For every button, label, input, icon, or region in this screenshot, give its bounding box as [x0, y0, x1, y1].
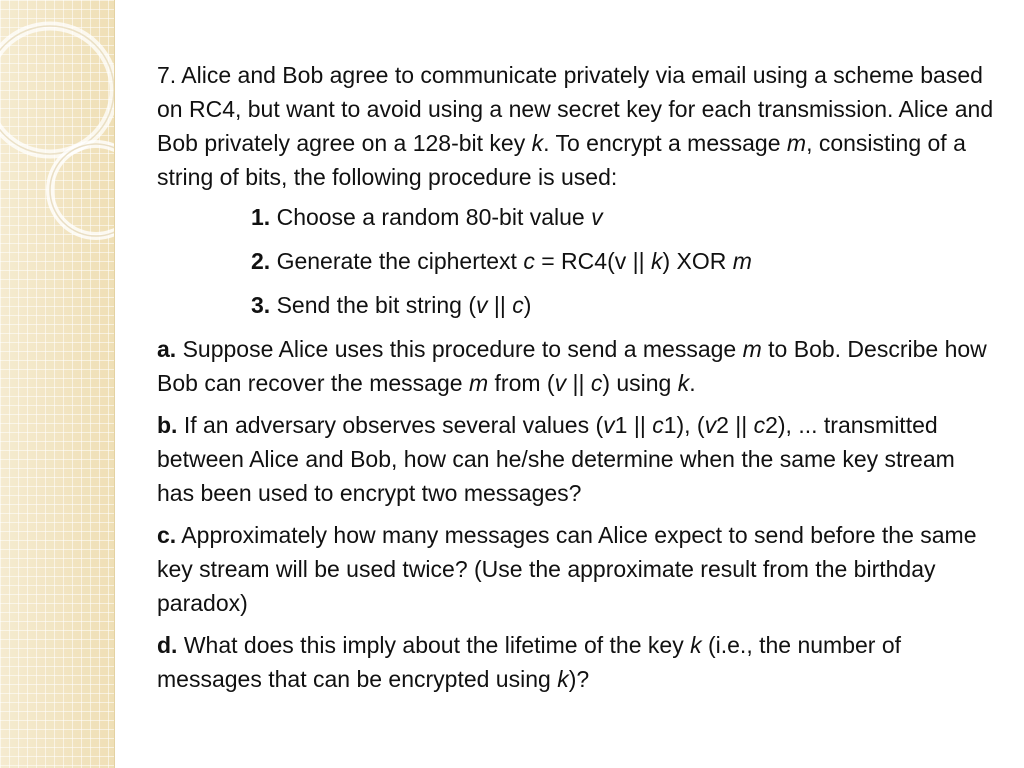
math-variable: m [468, 370, 489, 396]
text-run: Approximately how many messages can Alice expect to send before the same key stream will be used twice? (Use the approximate result from the birthday paradox) [157, 522, 977, 616]
step-2 [157, 244, 997, 278]
text-run: || [566, 370, 591, 396]
part-a [157, 332, 997, 400]
math-variable: c [512, 292, 524, 318]
step-1 [157, 200, 997, 234]
math-variable: k [531, 130, 544, 156]
text-run: If an adversary observes several values ( [177, 412, 604, 438]
text-run: from ( [488, 370, 555, 396]
math-variable: v [476, 292, 488, 318]
math-variable: k [650, 248, 663, 274]
text-run: . To encrypt a message [543, 130, 787, 156]
math-variable: m [742, 336, 762, 362]
math-variable: c [590, 370, 603, 396]
part-d [157, 628, 997, 696]
math-variable: c [523, 248, 535, 274]
text-run: 2 || [716, 412, 754, 438]
item-marker: d. [157, 632, 178, 658]
math-variable: k [690, 632, 702, 658]
item-marker: 2. [251, 248, 271, 274]
decorative-sidebar [0, 0, 115, 768]
text-run: Suppose Alice uses this procedure to send a message [176, 336, 743, 362]
math-variable: m [786, 130, 807, 156]
text-run: Generate the ciphertext [270, 248, 524, 274]
text-run: = RC4(v || [534, 248, 651, 274]
text-run: to Bob. Describe how Bob can recover the message [157, 336, 987, 396]
item-marker: 1. [251, 204, 271, 230]
text-run: Choose a random 80-bit value [270, 204, 592, 230]
question-intro [157, 58, 997, 194]
text-run: . [689, 370, 696, 396]
step-3 [157, 288, 997, 322]
text-run: ) [523, 292, 532, 318]
math-variable: k [677, 370, 690, 396]
item-marker: c. [157, 522, 177, 548]
math-variable: m [732, 248, 752, 274]
part-b [157, 408, 997, 510]
text-run: What does this imply about the lifetime of the key [177, 632, 691, 658]
math-variable: v [603, 412, 615, 438]
text-run: 1 || [614, 412, 653, 438]
text-run: )? [568, 666, 590, 692]
math-variable: v [704, 412, 717, 438]
text-run: || [487, 292, 513, 318]
ring-decoration-icon [0, 0, 114, 768]
math-variable: k [557, 666, 569, 692]
text-run: ) XOR [662, 248, 733, 274]
text-run: , consisting of a string of bits, the following procedure is used: [157, 130, 966, 190]
item-marker: b. [157, 412, 178, 438]
part-c [157, 518, 997, 620]
item-marker: 3. [251, 292, 271, 318]
item-marker: a. [157, 336, 177, 362]
text-run: (i.e., the number of messages that can be encrypted using [157, 632, 902, 692]
text-run: 2), ... transmitted between Alice and Bob, how can he/she determine when the same key stream has been used to encrypt two messages? [157, 412, 955, 506]
text-run: 1), ( [663, 412, 705, 438]
math-variable: v [591, 204, 603, 230]
text-run: ) using [602, 370, 678, 396]
slide-text [157, 58, 997, 704]
math-variable: c [753, 412, 766, 438]
text-run: 7. Alice and Bob agree to communicate privately via email using a scheme based on RC4, but want to avoid using a new secret key for each transmission. Alice and Bob privately agree on a 128-bit key [157, 62, 994, 156]
math-variable: c [652, 412, 664, 438]
math-variable: v [554, 370, 567, 396]
text-run: Send the bit string ( [270, 292, 477, 318]
